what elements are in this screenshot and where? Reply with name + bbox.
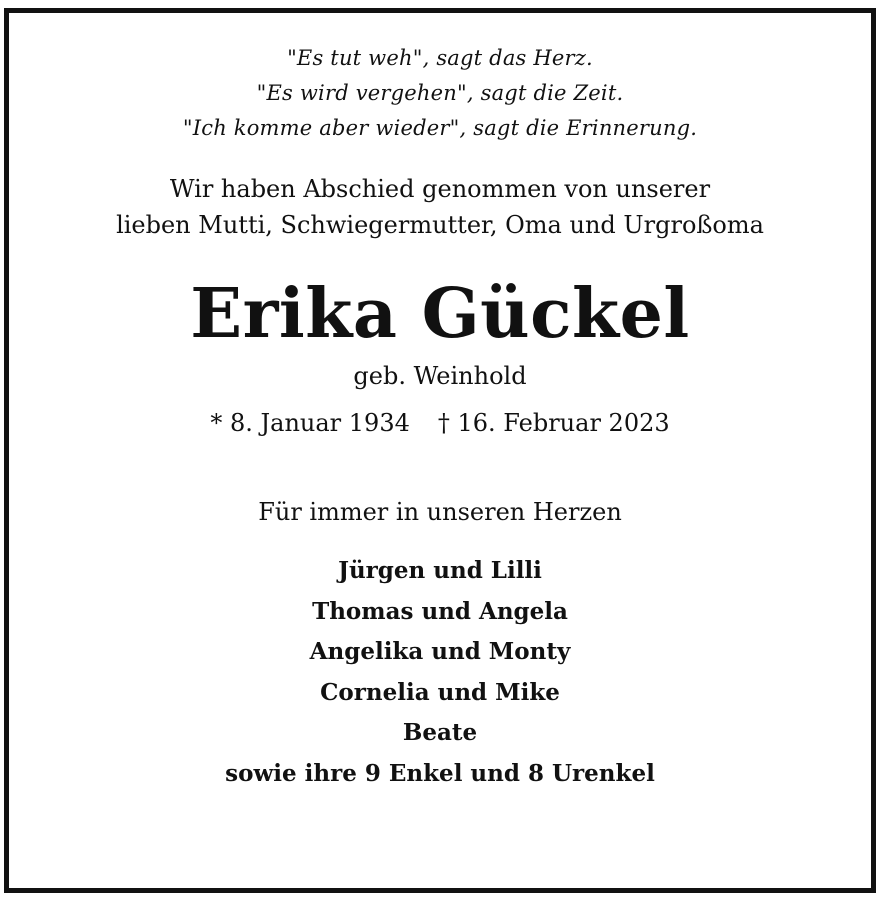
death-date: † 16. Februar 2023 (437, 409, 670, 437)
birth-name: geb. Weinhold (353, 362, 527, 390)
intro-line-1: Wir haben Abschied genommen von unserer (169, 175, 711, 203)
memorial-motto: Für immer in unseren Herzen (258, 498, 622, 526)
obituary-content (9, 13, 871, 794)
obituary-frame (4, 8, 876, 893)
mourner-line: Jürgen und Lilli (338, 557, 542, 584)
mourners-list (9, 551, 871, 794)
quote-line: "Es tut weh", sagt das Herz. (287, 46, 593, 70)
intro-line-2: lieben Mutti, Schwiegermutter, Oma und Urgroßoma (116, 211, 764, 239)
life-dates (9, 406, 871, 440)
deceased-name: Erika Gückel (190, 274, 690, 354)
poem-quote (9, 41, 871, 146)
mourner-line: sowie ihre 9 Enkel und 8 Urenkel (225, 759, 655, 787)
farewell-intro (9, 171, 871, 243)
mourner-line: Cornelia und Mike (320, 678, 560, 706)
quote-line: "Es wird vergehen", sagt die Zeit. (256, 81, 624, 105)
mourner-line: Beate (402, 719, 478, 746)
quote-line: "Ich komme aber wieder", sagt die Erinnerung. (182, 116, 698, 140)
mourner-line: Thomas und Angela (312, 597, 568, 625)
birth-date: * 8. Januar 1934 (210, 409, 410, 437)
mourner-line: Angelika und Monty (309, 638, 571, 665)
